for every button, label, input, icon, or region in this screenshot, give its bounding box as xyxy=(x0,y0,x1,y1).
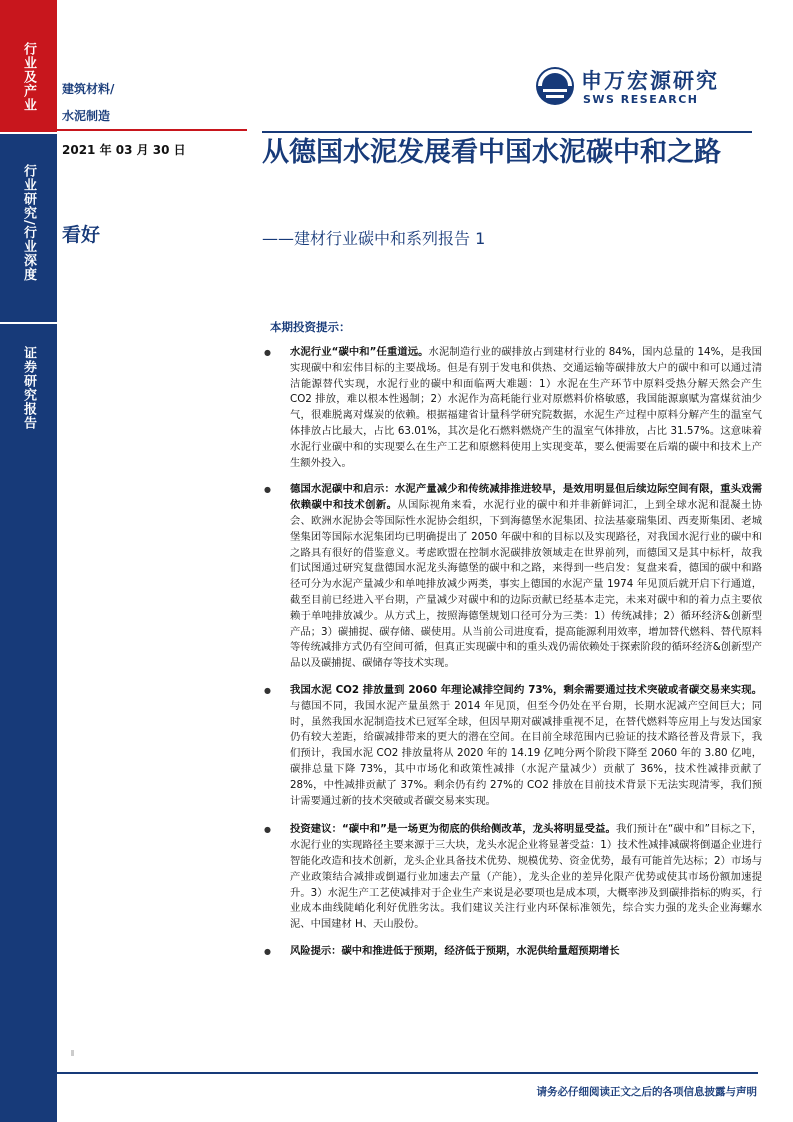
summary-item-lead: 我国水泥 CO2 排放量到 2060 年理论减排空间约 73%，剩余需要通过技术突破或者碳交易来实现。 xyxy=(290,683,762,696)
red-divider xyxy=(57,129,247,131)
summary-item-germany-insights xyxy=(262,482,762,672)
investment-summary-list xyxy=(262,345,762,960)
sidebar-label-research-type: 行业研究/行业深度 xyxy=(21,164,36,282)
sidebar-label-report-type: 证券研究报告 xyxy=(21,346,36,430)
logo-english-name: SWS RESEARCH xyxy=(583,93,699,106)
sws-logo-icon xyxy=(534,65,576,107)
summary-heading: 本期投资提示： xyxy=(270,320,351,334)
category-line-2: 水泥制造 xyxy=(62,109,111,123)
summary-item-body: 从国际视角来看，水泥行业的碳中和并非新鲜词汇，上到全球水泥和混凝土协会、欧洲水泥协会等国际性水泥协会组织，下到海德堡水泥集团、拉法基豪瑞集团、西麦斯集团、老城堡集团等国际水泥集团均已明确提出了 2050 年碳中和的目标以及实现路径，对我国水泥行业的碳中和之路具有很好的借鉴意义。考虑欧盟在控制水泥碳排放领域走在世界前列，而德国又是其中标杆，故我们试图通过研究复盘德国水泥龙头海德堡的碳中和之路，来得到一些启发：复盘来看，德国的碳中和路径可分为水泥产量减少和单吨排放减少两类，事实上德国的水泥产量 1974 年见顶后就开启下行通道，截至目前已经进入平台期，产量减少对碳中和的边际贡献已经基本走完，未来对碳中和的着力点主要依赖于单吨排放减少。从方式上，按照海德堡规划口径可分为三类：1）传统减排；2）循环经济&创新型产品；3）碳捕捉、碳存储、碳使用。从当前公司进度看，提高能源利用效率，增加替代燃料、替代原料等传统减排方式仍有空间可循，但真正实现碳中和的重头戏仍需依赖处于探索阶段的循环经济&创新型产品以及碳捕捉、碳储存等技术实现。 xyxy=(290,499,763,670)
investment-rating: 看好 xyxy=(62,224,101,246)
summary-item-body: 我们预计在“碳中和”目标之下，水泥行业的实现路径主要来源于三大块，龙头水泥企业将显著受益：1）技术性减排减碳将倒逼企业进行智能化改造和技术创新，龙头企业具备技术优势、规模优势、资金优势，最有可能首先达标；2）市场与产业政策结合减排或倒逼行业加速去产量（产能），龙头企业的差异化限产优势或使其市场份额加速提升。3）水泥生产工艺使减排对于企业生产来说是必要项也是成本项，大概率涉及到碳排指标的购买，行业成本曲线陡峭化利好优胜劣汰。我们建议关注行业内环保标准领先，综合实力强的龙头企业海螺水泥、中国建材 H、天山股份。 xyxy=(290,823,762,931)
left-sidebar xyxy=(0,0,57,1122)
summary-item-body: 与德国不同，我国水泥产量虽然于 2014 年见顶，但至今仍处在平台期，长期水泥减产空间巨大；同时，虽然我国水泥制造技术已冠军全球，但因早期对碳减排重视不足，在替代燃料等应用上与发达国家仍有较大差距，给碳减排带来的更大的潜在空间。在目前全球范围内已验证的技术路径普及背景下，我们预计，我国水泥 CO2 排放量将从 2020 年的 14.19 亿吨分两个阶段下降至 2060 年的 3.80 亿吨，碳排总量下降 73%，其中市场化和政策性减排（水泥产量减少）贡献了 36%，技术性减排贡献了 28%，中性减排贡献了 37%。剩余仍有约 27%的 CO2 排放在目前技术背景下无法实现清零，我们预计需要通过新的技术突破或者碳交易来实现。 xyxy=(290,699,762,807)
report-date: 2021 年 03 月 30 日 xyxy=(62,143,186,157)
logo-chinese-name: 申万宏源研究 xyxy=(581,69,719,93)
sidebar-label-industry: 行业及产业 xyxy=(21,42,36,112)
summary-item-lead: 风险提示： xyxy=(290,944,342,957)
sidebar-block-report-type xyxy=(0,324,57,1122)
summary-item-risk-warning xyxy=(262,944,762,960)
report-subtitle: ——建材行业碳中和系列报告 1 xyxy=(262,229,486,248)
report-title: 从德国水泥发展看中国水泥碳中和之路 xyxy=(262,137,721,168)
footer-divider xyxy=(57,1072,758,1074)
summary-item-lead: 投资建议：“碳中和”是一场更为彻底的供给侧改革，龙头将明显受益。 xyxy=(290,823,616,836)
sidebar-block-research-type xyxy=(0,134,57,322)
summary-item-investment-advice xyxy=(262,822,762,933)
page-mark xyxy=(71,1050,74,1056)
company-logo xyxy=(534,63,754,113)
disclaimer-footer: 请务必仔细阅读正文之后的各项信息披露与声明 xyxy=(536,1086,757,1098)
summary-item-china-emission-outlook xyxy=(262,683,762,809)
category-line-1: 建筑材料/ xyxy=(62,82,115,96)
title-divider xyxy=(262,131,752,133)
summary-item-carbon-neutral-challenge xyxy=(262,345,762,471)
summary-item-lead: 水泥行业“碳中和”任重道远。 xyxy=(290,346,429,358)
summary-item-body: 碳中和推进低于预期，经济低于预期，水泥供给量超预期增长 xyxy=(341,944,620,957)
summary-item-body: 水泥制造行业的碳排放占到建材行业的 84%，国内总量的 14%，是我国实现碳中和宏伟目标的主要战场。但是有别于发电和供热、交通运输等碳排放大户的碳中和可以通过清洁能源替代实现，水泥行业的碳中和面临两大难题：1）水泥在生产环节中原料受热分解天然会产生 CO2 排放，难以根本性遏制；2）水泥作为高耗能行业对原燃料价格敏感，我国能源禀赋为富煤贫油少气，很难脱离对煤炭的依赖。根据福建省计量科学研究院数据，水泥生产过程中原料分解产生的温室气体排放占比最大，占比 63.01%，其次是化石燃料燃烧产生的温室气体排放，占比 31.57%。这意味着水泥行业碳中和的实现要么在生产工艺和原燃料使用上实现变革，要么便需要在后端的碳中和技术上产生额外投入。 xyxy=(290,346,762,469)
sidebar-block-industry xyxy=(0,0,57,132)
summary-item-lead: 德国水泥碳中和启示：水泥产量减少和传统减排推进较早，是效用明显但后续边际空间有限，重头戏需依赖碳中和技术创新。 xyxy=(290,483,762,512)
